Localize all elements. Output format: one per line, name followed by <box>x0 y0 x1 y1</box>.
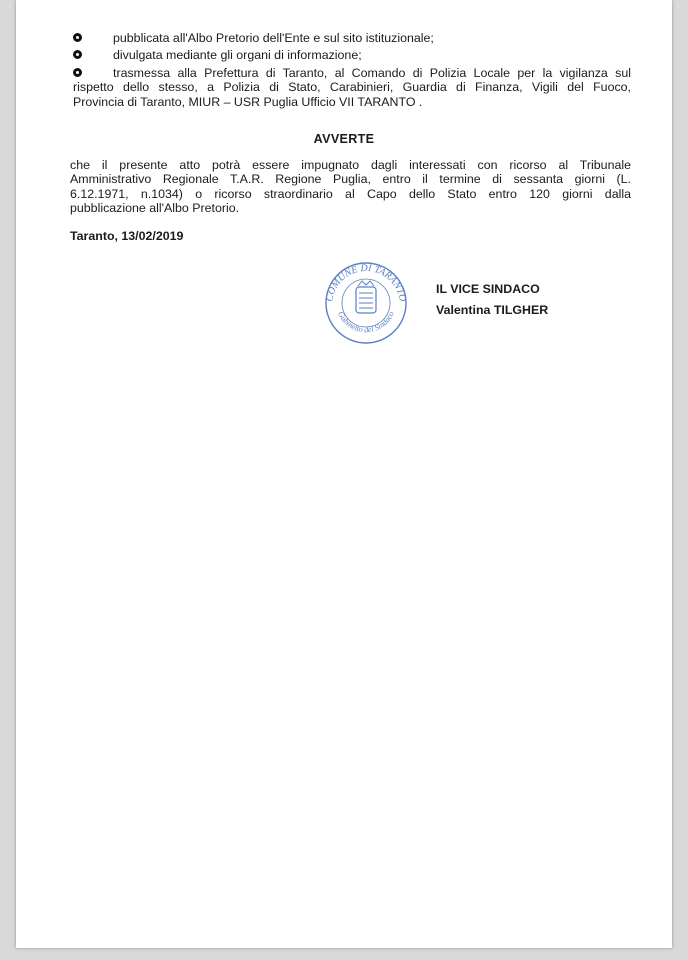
body-line: Amministrativo Regionale T.A.R. Regione Puglia, entro il termine di sessanta giorni (L. <box>70 172 631 187</box>
list-item-text: pubblicata all'Albo Pretorio dell'Ente e sul sito istituzionale; <box>113 31 434 45</box>
stamp-bottom-text: Gabinetto del Sindaco <box>336 309 396 335</box>
body-paragraph <box>70 158 631 215</box>
body-line: 6.12.1971, n.1034) o ricorso straordinario al Capo dello Stato entro 120 giorni dalla <box>70 186 631 201</box>
official-stamp <box>318 257 414 354</box>
body-line: pubblicazione all'Albo Pretorio. <box>70 200 240 215</box>
stamp-seal-icon <box>318 257 414 349</box>
list-item-text: divulgata mediante gli organi di informazione; <box>113 48 362 62</box>
bullet-icon <box>73 50 82 59</box>
list-item-line: Provincia di Taranto, MIUR – USR Puglia Ufficio VII TARANTO . <box>73 94 423 109</box>
signature-block <box>436 279 548 321</box>
stamp-top-text: COMUNE DI TARANTO <box>324 262 408 303</box>
document-page <box>16 0 672 948</box>
signatory-role: IL VICE SINDACO <box>436 282 540 296</box>
signatory-name: Valentina TILGHER <box>436 303 549 317</box>
body-line: che il presente atto potrà essere impugnato dagli interessati con ricorso al Tribunale <box>70 158 631 172</box>
bullet-icon <box>73 68 82 77</box>
svg-text:COMUNE DI TARANTO <box>324 263 408 303</box>
svg-text:Gabinetto del Sindaco <box>336 310 396 334</box>
list-item <box>73 66 631 109</box>
list-item-line: trasmessa alla Prefettura di Taranto, al Comando di Polizia Locale per la vigilanza sul <box>113 66 631 80</box>
list-item-line: rispetto dello stesso, a Polizia di Stato, Carabinieri, Guardia di Finanza, Vigili del Fuoco, <box>73 80 631 95</box>
bullet-icon <box>73 33 82 42</box>
section-heading: AVVERTE <box>313 132 375 146</box>
place-date: Taranto, 13/02/2019 <box>70 229 184 243</box>
